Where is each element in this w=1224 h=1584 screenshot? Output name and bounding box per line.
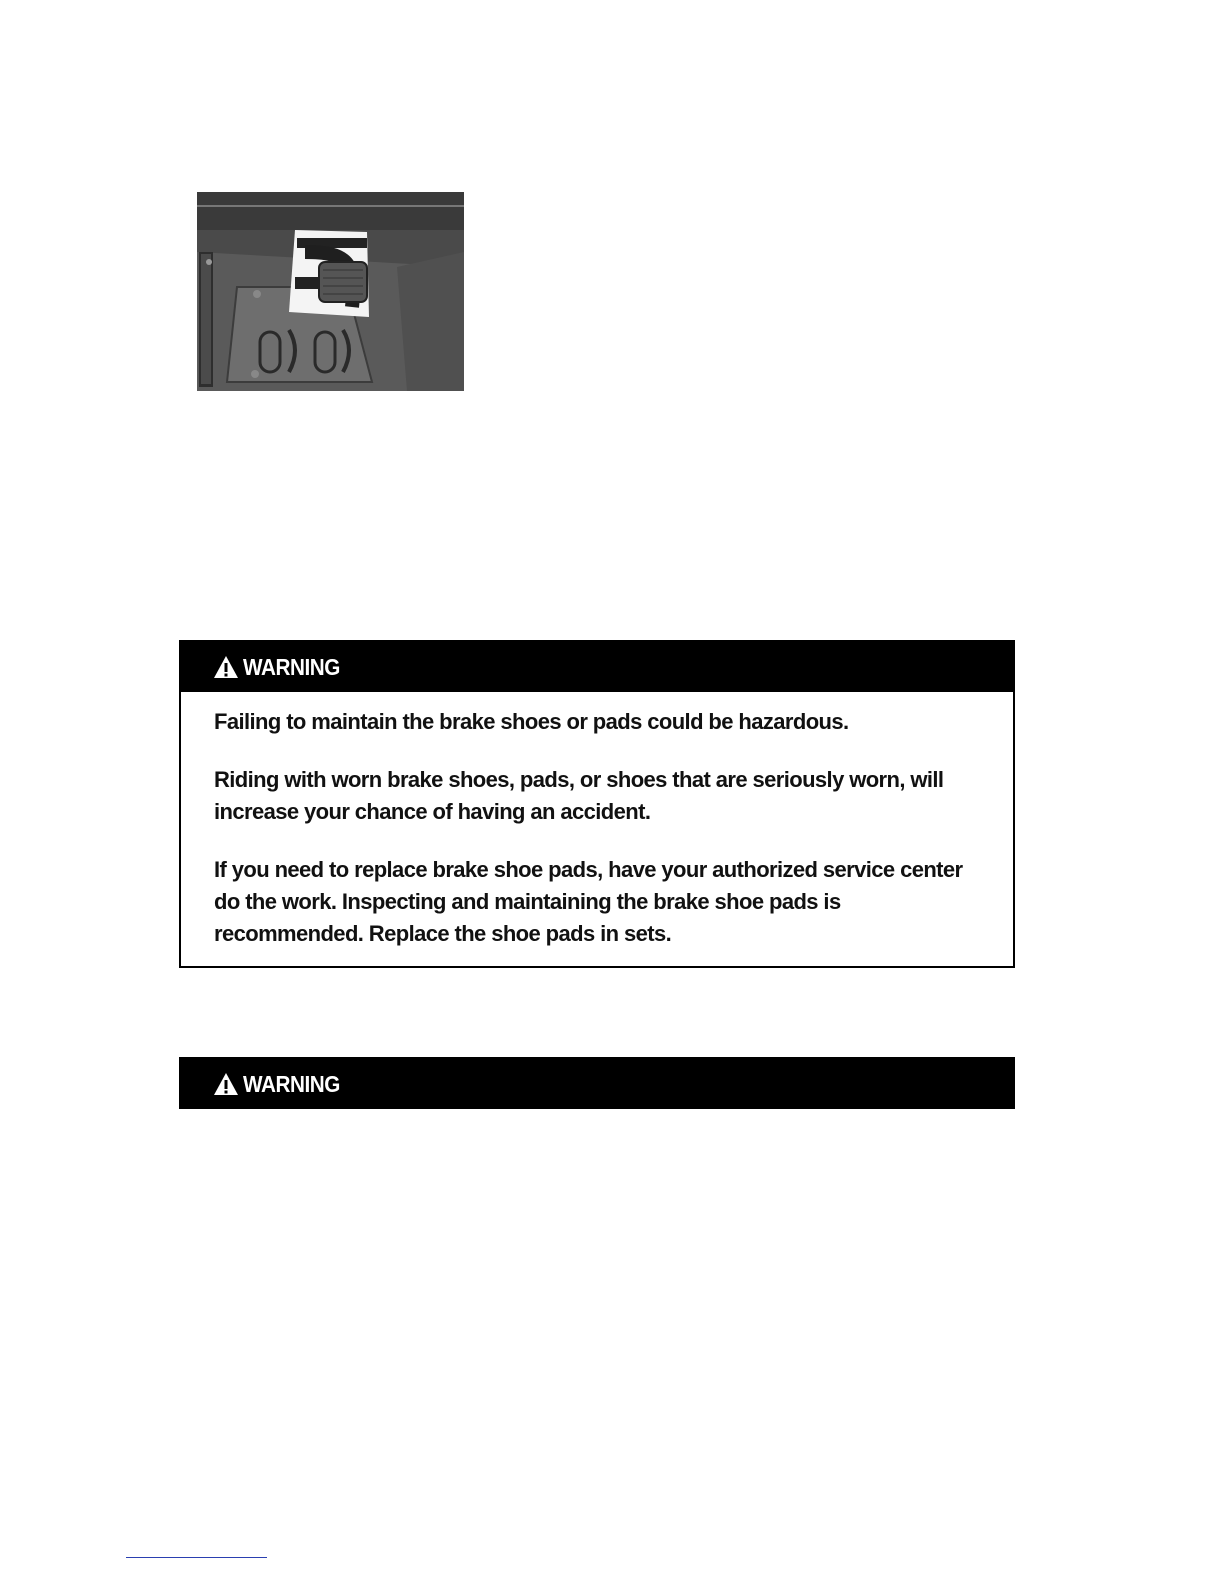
warning-triangle-icon	[213, 655, 239, 679]
warning-box-second	[179, 1057, 1015, 1109]
warning-title: WARNING	[243, 1070, 340, 1097]
footnote-divider	[126, 1557, 267, 1558]
warning-triangle-icon	[213, 1072, 239, 1096]
warning-header	[181, 642, 1013, 692]
warning-title: WARNING	[243, 653, 340, 680]
warning-header	[181, 1059, 1013, 1109]
warning-body	[181, 692, 1013, 950]
warning-paragraph: If you need to replace brake shoe pads, have your authorized service center do the work. Inspecting and maintaining the brake shoe pads is recommended. Replace the shoe pads in sets.	[214, 857, 963, 946]
warning-paragraph: Failing to maintain the brake shoes or pads could be hazardous.	[214, 709, 849, 734]
warning-paragraph: Riding with worn brake shoes, pads, or shoes that are seriously worn, will increase your chance of having an accident.	[214, 767, 944, 824]
brake-pedal-photo	[197, 192, 464, 391]
warning-box-brake-maintenance	[179, 640, 1015, 968]
